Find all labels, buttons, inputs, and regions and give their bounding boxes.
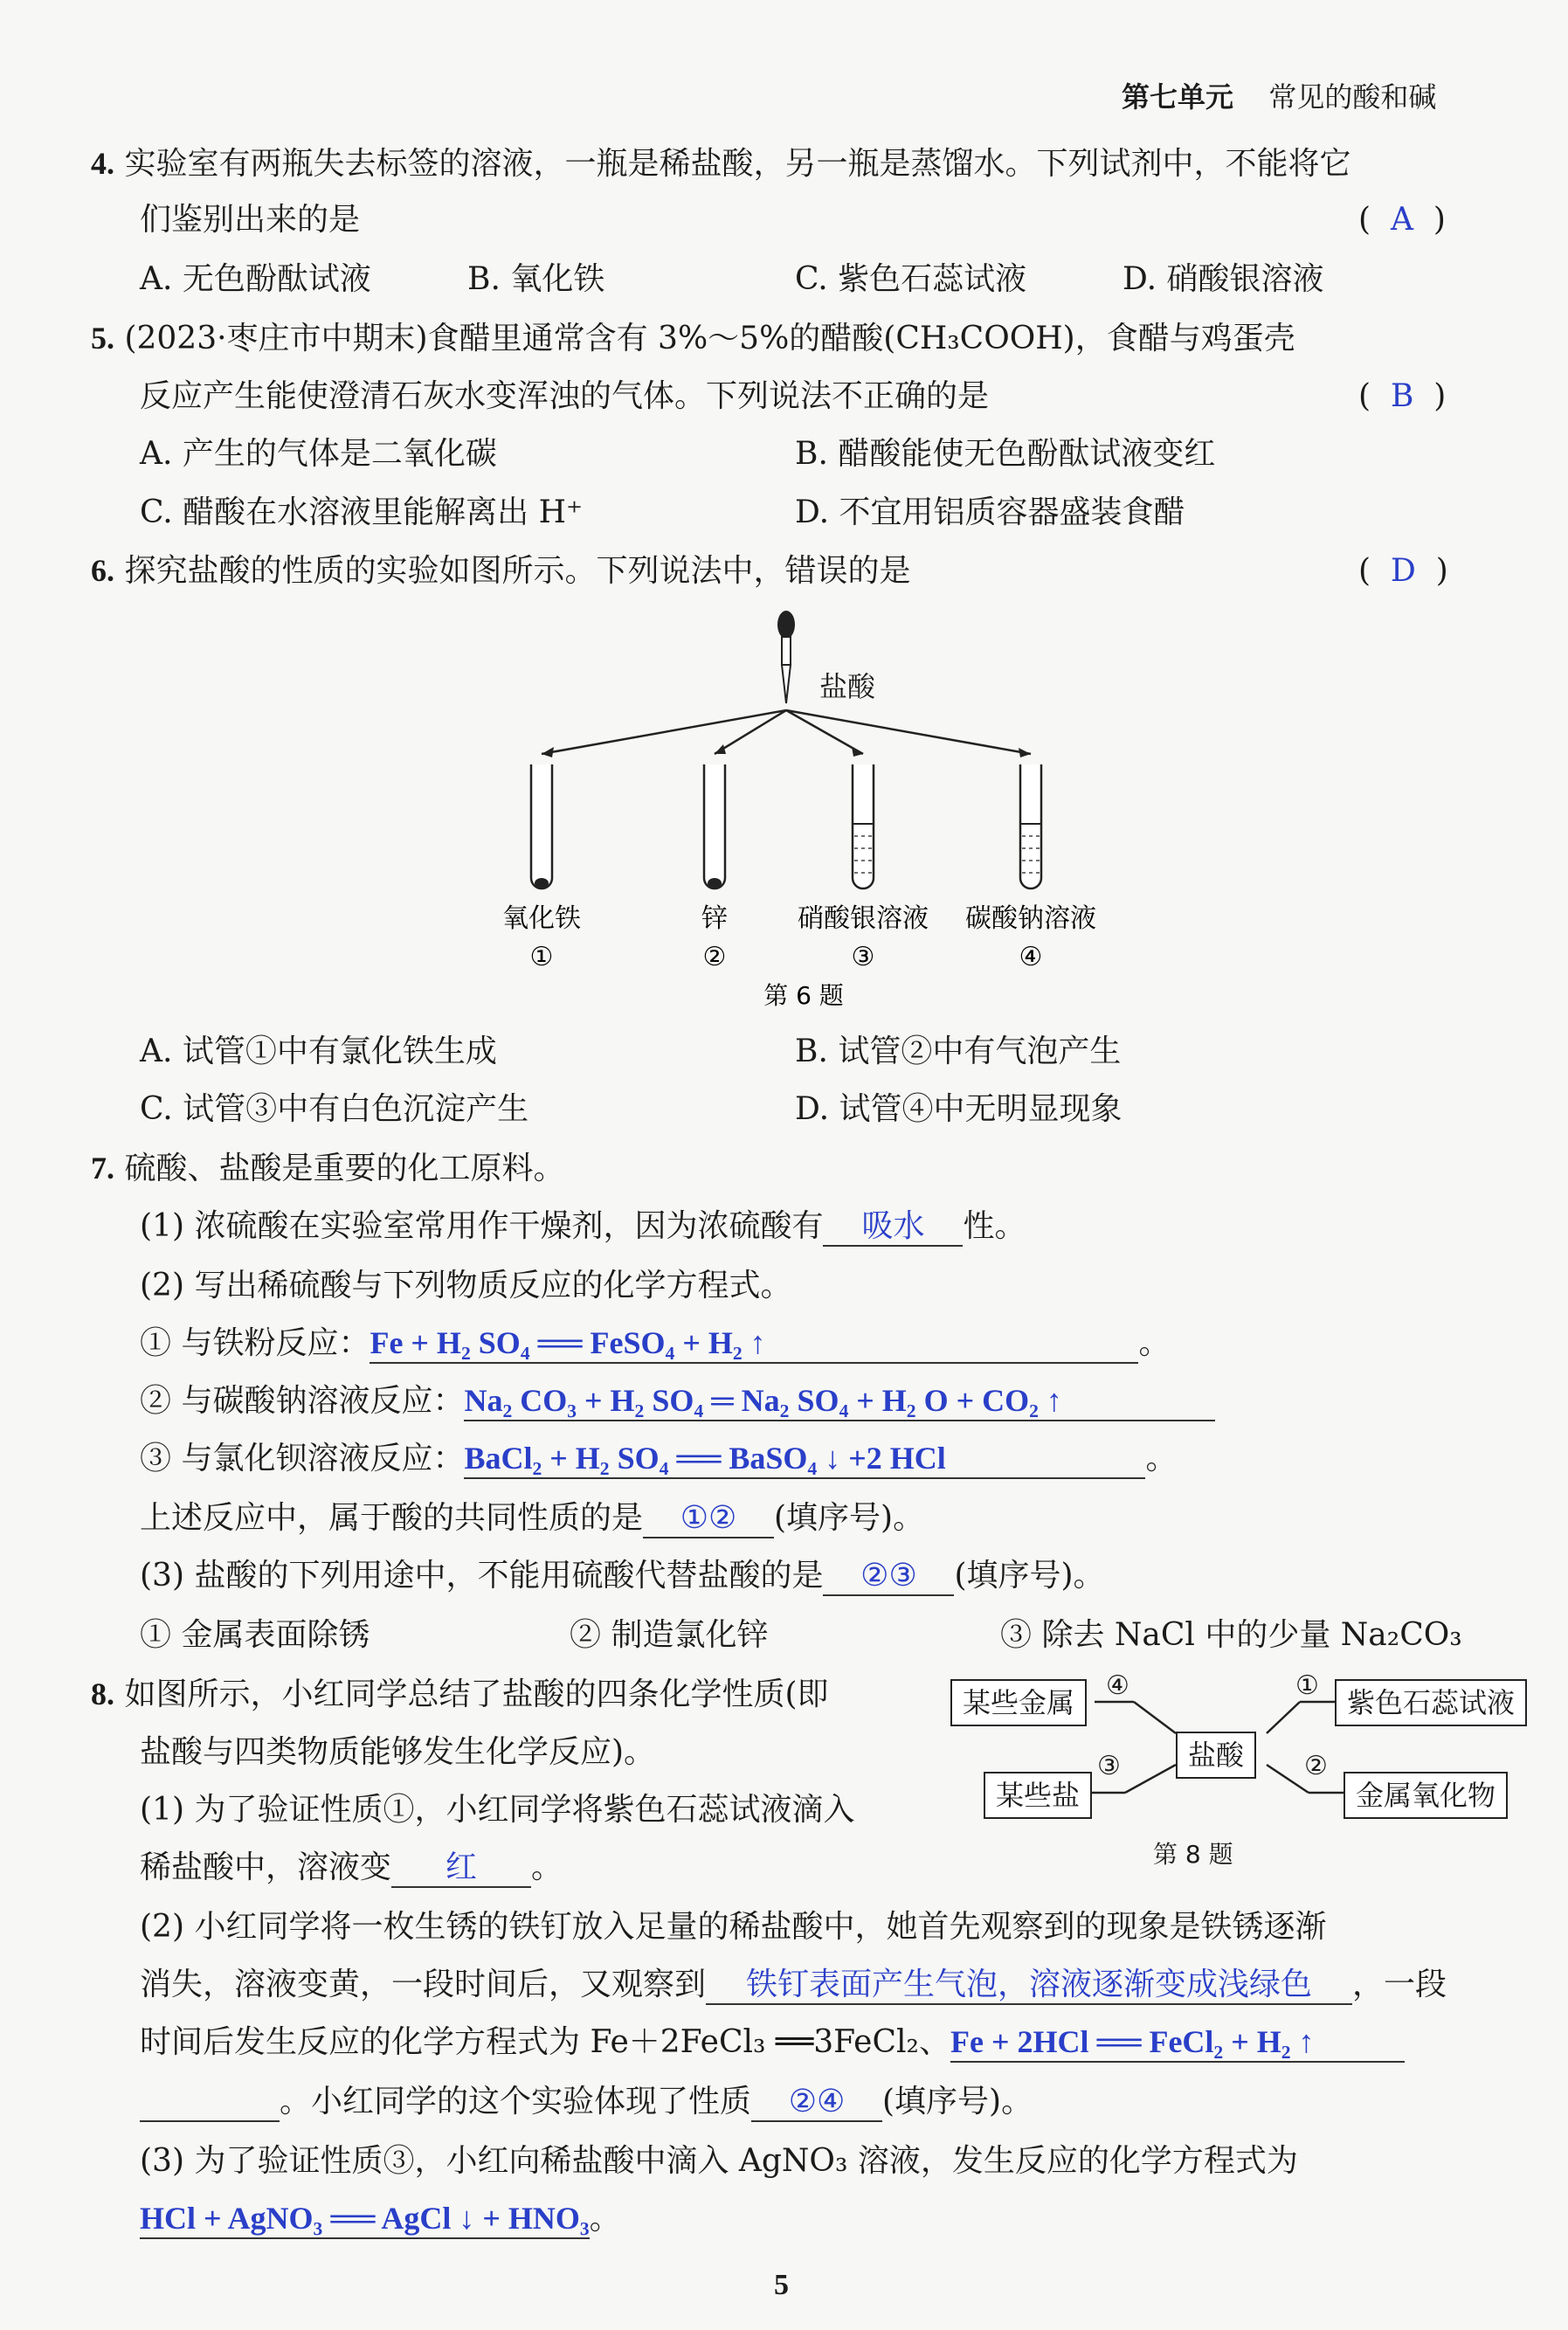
- header-title: 常见的酸和碱: [1268, 80, 1437, 114]
- q8-part2b: 消失，溶液变黄，一段时间后，又观察到 铁钉表面产生气泡，溶液逐渐变成浅绿色 ，一段: [140, 1966, 1447, 2005]
- tube-3: [853, 764, 874, 888]
- q5-option-c: C. 醋酸在水溶液里能解离出 H⁺: [140, 494, 583, 530]
- q4-option-c: C. 紫色石蕊试液: [795, 261, 1027, 297]
- tube-1: [531, 764, 552, 888]
- mark-3: ③: [1097, 1751, 1121, 1781]
- question-text: 硫酸、盐酸是重要的化工原料。: [124, 1151, 565, 1186]
- tube-label-2: 锌: [701, 903, 728, 934]
- box-hydrochloric-acid: 盐酸: [1176, 1732, 1256, 1779]
- box-litmus: 紫色石蕊试液: [1335, 1679, 1527, 1726]
- tube-mark-1: ①: [529, 942, 554, 972]
- box-some-salts: 某些盐: [984, 1772, 1092, 1819]
- q4-option-a: A. 无色酚酞试液: [140, 261, 371, 297]
- test-tubes: [531, 764, 1041, 888]
- q7-use-1: ① 金属表面除锈: [140, 1617, 370, 1653]
- tube-liquids: [854, 836, 1040, 873]
- tube-label-4: 碳酸钠溶液: [965, 903, 1096, 934]
- q8-part2c: 时间后发生反应的化学方程式为 Fe＋2FeCl₃ ══3FeCl₂、Fe + 2HCl ══ FeCl₂ + H₂ ↑: [140, 2023, 1405, 2063]
- question-4-answer: ( A ): [1358, 202, 1446, 238]
- q7-use-3: ③ 除去 NaCl 中的少量 Na₂CO₃: [1000, 1617, 1462, 1653]
- dropper-icon: [777, 611, 795, 703]
- question-8-line1: [91, 1676, 829, 1713]
- q7-part2: (2) 写出稀硫酸与下列物质反应的化学方程式。: [140, 1268, 792, 1303]
- q7-reaction-3: ③ 与氯化钡溶液反应：BaCl₂ + H₂ SO₄ ══ BaSO₄ ↓ +2 HCl 。: [140, 1440, 1177, 1479]
- question-6-line1: [91, 552, 910, 590]
- q8-part3a: (3) 为了验证性质③，小红向稀盐酸中滴入 AgNO₃ 溶液，发生反应的化学方程式为: [140, 2143, 1298, 2179]
- answer-blank: Fe + 2HCl ══ FeCl₂ + H₂ ↑: [950, 2023, 1405, 2063]
- question-text: 实验室有两瓶失去标签的溶液，一瓶是稀盐酸，另一瓶是蒸馏水。下列试剂中，不能将它: [124, 146, 1351, 182]
- q8-part3b: HCl + AgNO₃ ══ AgCl ↓ + HNO₃。: [140, 2200, 621, 2239]
- question-5-line1: [91, 320, 1295, 357]
- question-5-answer: ( B ): [1358, 378, 1447, 414]
- question-number: 7.: [91, 1151, 114, 1186]
- box-some-metals: 某些金属: [950, 1679, 1087, 1726]
- question-number: 4.: [91, 146, 114, 181]
- answer-blank: ②④: [751, 2083, 882, 2122]
- question-text: 如图所示，小红同学总结了盐酸的四条化学性质(即: [124, 1677, 829, 1712]
- q6-option-d: D. 试管④中无明显现象: [795, 1091, 1122, 1127]
- question-number: 6.: [91, 553, 114, 588]
- tube-solids: [535, 878, 722, 888]
- test-tube-figure: [472, 607, 1136, 1009]
- q7-part1: (1) 浓硫酸在实验室常用作干燥剂，因为浓硫酸有 吸水 性。: [140, 1207, 1026, 1247]
- tube-mark-4: ④: [1019, 942, 1043, 972]
- page-number: 5: [774, 2269, 789, 2301]
- answer-blank: Na₂ CO₃ + H₂ SO₄ ═ Na₂ SO₄ + H₂ O + CO₂ ↑: [464, 1382, 1215, 1421]
- q6-option-b: B. 试管②中有气泡产生: [795, 1034, 1122, 1069]
- answer-blank: ②③: [823, 1557, 954, 1596]
- q6-option-c: C. 试管③中有白色沉淀产生: [140, 1091, 529, 1127]
- q7-common: 上述反应中，属于酸的共同性质的是 ①② (填序号)。: [140, 1499, 924, 1538]
- figure-caption: 第 6 题: [763, 981, 844, 1009]
- tube-mark-3: ③: [851, 942, 875, 972]
- question-number: 5.: [91, 321, 114, 356]
- answer-blank: HCl + AgNO₃ ══ AgCl ↓ + HNO₃: [140, 2200, 590, 2239]
- tube-mark-2: ②: [702, 942, 727, 972]
- question-5-line2: 反应产生能使澄清石灰水变浑浊的气体。下列说法不正确的是: [140, 378, 990, 414]
- q4-option-b: B. 氧化铁: [467, 261, 605, 297]
- question-8-line2: 盐酸与四类物质能够发生化学反应)。: [140, 1734, 656, 1770]
- q6-option-a: A. 试管①中有氯化铁生成: [140, 1034, 497, 1069]
- question-number: 8.: [91, 1677, 114, 1711]
- mark-2: ②: [1304, 1751, 1328, 1781]
- q4-option-d: D. 硝酸银溶液: [1122, 261, 1324, 297]
- answer-blank: ①②: [643, 1499, 774, 1538]
- figure-caption: 第 8 题: [1153, 1840, 1233, 1869]
- question-text: 探究盐酸的性质的实验如图所示。下列说法中，错误的是: [124, 553, 911, 589]
- answer-blank: 铁钉表面产生气泡，溶液逐渐变成浅绿色: [706, 1966, 1352, 2005]
- question-4-line1: [91, 145, 1350, 183]
- properties-diagram: [950, 1670, 1516, 1871]
- q7-use-2: ② 制造氯化锌: [570, 1617, 769, 1653]
- tube-4: [1020, 764, 1041, 888]
- dropper-label: 盐酸: [819, 670, 876, 703]
- answer-blank: BaCl₂ + H₂ SO₄ ══ BaSO₄ ↓ +2 HCl: [464, 1440, 1145, 1479]
- q5-option-d: D. 不宜用铝质容器盛装食醋: [795, 494, 1185, 530]
- question-6-answer: ( D ): [1358, 553, 1448, 589]
- question-7-intro: [91, 1150, 564, 1187]
- q8-part1b: 稀盐酸中，溶液变 红 。: [140, 1849, 563, 1888]
- answer-blank: 红: [391, 1849, 531, 1888]
- q8-part2a: (2) 小红同学将一枚生锈的铁钉放入足量的稀盐酸中，她首先观察到的现象是铁锈逐渐: [140, 1909, 1327, 1945]
- header: [1122, 80, 1436, 114]
- tube-label-1: 氧化铁: [502, 903, 581, 934]
- q8-part1a: (1) 为了验证性质①，小红同学将紫色石蕊试液滴入: [140, 1792, 855, 1828]
- tube-2: [704, 764, 725, 888]
- header-unit: 第七单元: [1122, 80, 1234, 114]
- answer-blank: 吸水: [823, 1207, 963, 1247]
- mark-4: ④: [1106, 1670, 1129, 1701]
- tube-label-3: 硝酸银溶液: [798, 903, 929, 934]
- q5-option-b: B. 醋酸能使无色酚酞试液变红: [795, 436, 1216, 472]
- q7-reaction-2: ② 与碳酸钠溶液反应：Na₂ CO₃ + H₂ SO₄ ═ Na₂ SO₄ + H₂ O + CO₂ ↑: [140, 1382, 1215, 1421]
- q7-part3: (3) 盐酸的下列用途中，不能用硫酸代替盐酸的是 ②③ (填序号)。: [140, 1557, 1105, 1596]
- mark-1: ①: [1295, 1670, 1319, 1701]
- q7-reaction-1: ① 与铁粉反应：Fe + H₂ SO₄ ══ FeSO₄ + H₂ ↑ 。: [140, 1324, 1170, 1364]
- arrows: [542, 710, 1031, 754]
- question-4-line2: 们鉴别出来的是: [140, 202, 361, 238]
- box-metal-oxides: 金属氧化物: [1344, 1772, 1508, 1819]
- q8-part2d: 。小红同学的这个实验体现了性质 ②④ (填序号)。: [140, 2083, 1033, 2122]
- question-text: (2023·枣庄市中期末)食醋里通常含有 3%～5%的醋酸(CH₃COOH)，食醋与鸡蛋壳: [124, 321, 1295, 356]
- arrowheads: [542, 744, 1031, 757]
- answer-blank: Fe + H₂ SO₄ ══ FeSO₄ + H₂ ↑: [370, 1324, 1138, 1364]
- q5-option-a: A. 产生的气体是二氧化碳: [140, 436, 497, 472]
